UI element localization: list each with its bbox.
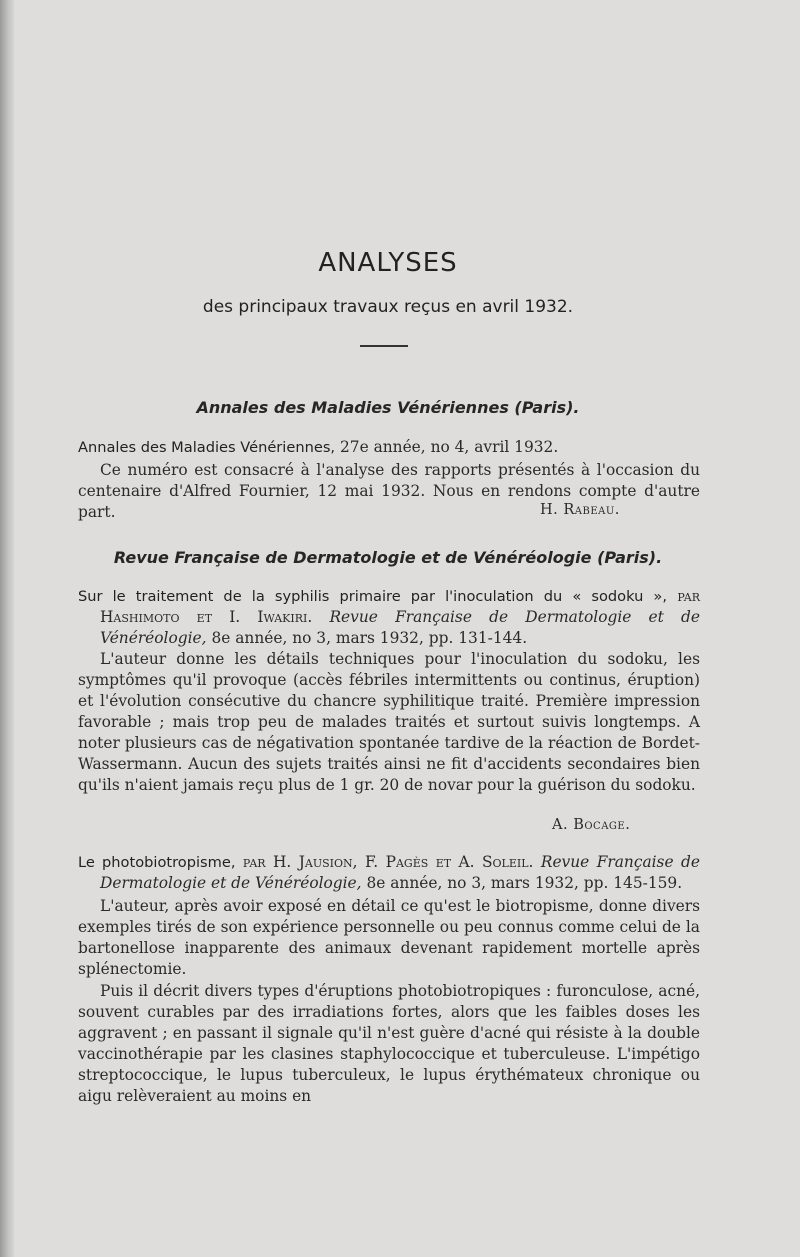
article-header-photobiotropisme <box>78 852 700 894</box>
article-title: Sur le traitement de la syphilis primaire par l'inoculation du « sodoku », <box>78 588 668 605</box>
article-citation: 8e année, no 3, mars 1932, pp. 145-159. <box>366 874 683 892</box>
section-heading-revue: Revue Française de Dermatologie et de Vénéréologie (Paris). <box>113 548 663 567</box>
article-authors: par H. Jausion, F. Pagès et A. Soleil. <box>242 853 534 871</box>
scanned-page <box>14 0 800 1257</box>
page-subtitle: des principaux travaux reçus en avril 1932. <box>202 297 574 317</box>
article-body: L'auteur, après avoir exposé en détail ce qu'est le biotropisme, donne divers exemples tirés de son expérience personnelle ou peu connus comme celui de la bartonellose inapparente des animaux devenant rapidement mortelle après splénectomie. <box>78 897 700 978</box>
article-header-annales <box>78 437 700 458</box>
title-divider <box>360 345 408 347</box>
page-title: ANALYSES <box>318 248 458 278</box>
section-heading-annales: Annales des Maladies Vénériennes (Paris). <box>196 398 580 417</box>
article-body: Ce numéro est consacré à l'analyse des rapports présentés à l'occasion du centenaire d'Alfred Fournier, 12 mai 1932. Nous en rendons compte d'autre part. <box>78 461 700 521</box>
article-signature: A. Bocage. <box>552 817 631 833</box>
article-header-sodoku <box>78 586 700 649</box>
article-authors: par Hashimoto et I. Iwakiri. <box>100 587 700 626</box>
page-binding-shadow <box>0 0 14 1257</box>
article-signature: H. Rabeau. <box>540 502 620 518</box>
article-journal: Revue Française de Dermatologie et de Vénéréologie, <box>100 853 700 892</box>
article-citation: 27e année, no 4, avril 1932. <box>339 438 559 456</box>
article-title: Annales des Maladies Vénériennes, <box>78 439 336 456</box>
article-journal: Revue Française de Dermatologie et de Vénéréologie, <box>100 608 701 647</box>
article-title: Le photobiotropisme, <box>78 854 236 871</box>
article-body: L'auteur donne les détails techniques pour l'inoculation du sodoku, les symptômes qu'il provoque (accès fébriles intermittents ou continus, éruption) et l'évolution consécutive du chancre syphilitique traité. Première impression favorable ; mais trop peu de malades traités et surtout suivis longtemps. A noter plusieurs cas de négativation spontanée tardive de la réaction de Bordet-Wassermann. Aucun des sujets traités ainsi ne fit d'accidents secondaires bien qu'ils n'aient jamais reçu plus de 1 gr. 20 de novar pour la guérison du sodoku. <box>78 650 700 794</box>
article-citation: 8e année, no 3, mars 1932, pp. 131-144. <box>211 629 528 647</box>
article-body: Puis il décrit divers types d'éruptions photobiotropiques : furonculose, acné, souvent curables par des irradiations fortes, alors que les faibles doses les aggravent ; en passant il signale qu'il n'est guère d'acné qui résiste à la double vaccinothérapie par les clasines staphylococcique et tuberculeuse. L'impétigo streptococcique, le lupus tuberculeux, le lupus érythémateux chronique ou aigu relèveraient au moins en <box>78 982 700 1105</box>
